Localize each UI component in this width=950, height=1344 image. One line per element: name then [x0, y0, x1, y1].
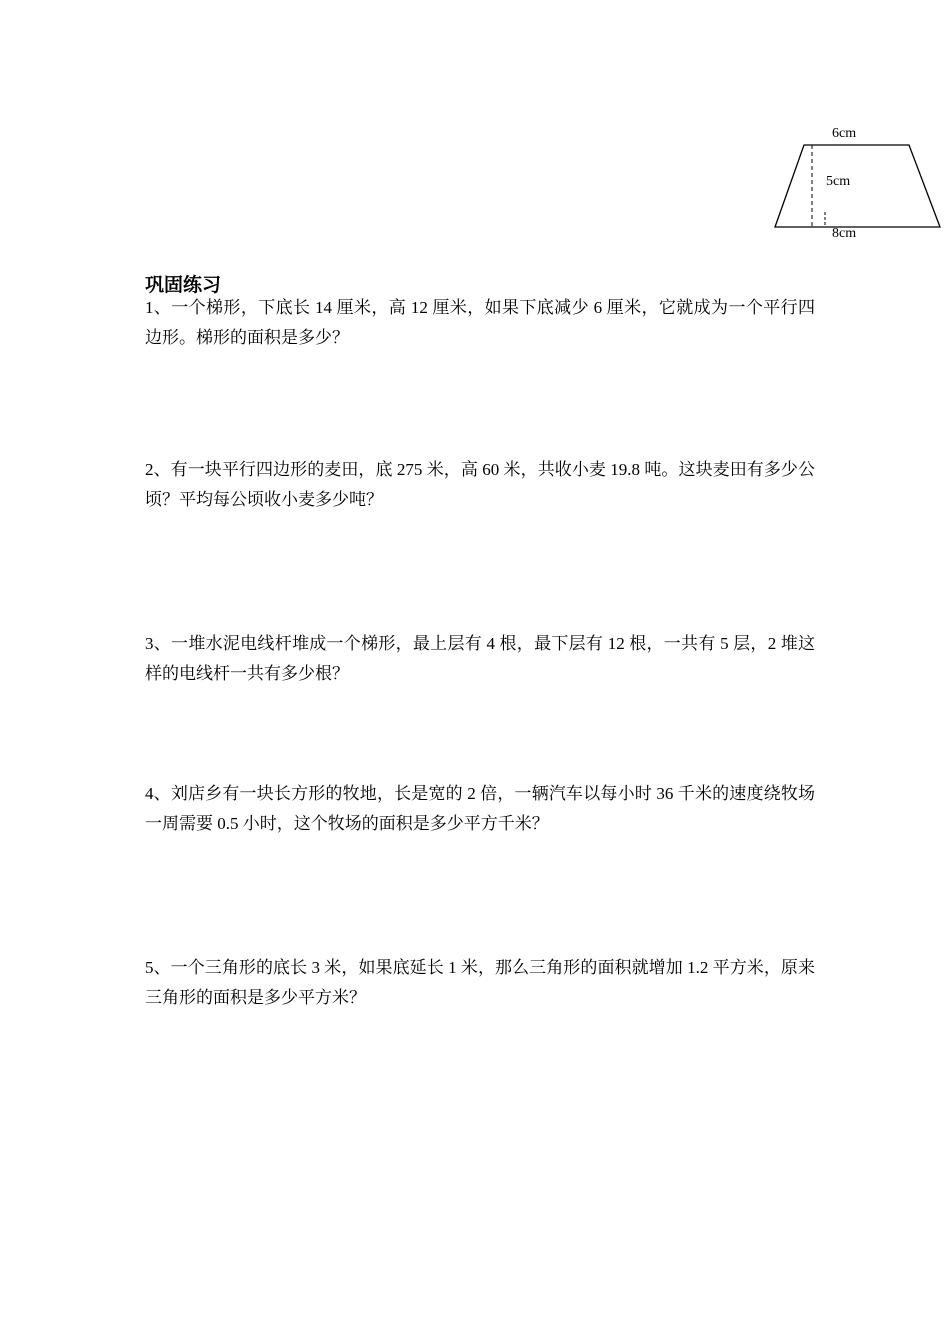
- problem-3: 3、一堆水泥电线杆堆成一个梯形，最上层有 4 根，最下层有 12 根，一共有 5 层，2 堆这样的电线杆一共有多少根？: [145, 634, 815, 683]
- trapezoid-figure: [770, 120, 945, 245]
- problem-1: 1、一个梯形，下底长 14 厘米，高 12 厘米，如果下底减少 6 厘米，它就成为一个平行四边形。梯形的面积是多少？: [145, 298, 815, 347]
- section-title: 巩固练习: [145, 274, 222, 296]
- problem-5: 5、一个三角形的底长 3 米，如果底延长 1 米，那么三角形的面积就增加 1.2 平方米，原来三角形的面积是多少平方米？: [145, 958, 815, 1007]
- trapezoid-diagram: [770, 120, 945, 245]
- bottom-base-label: 8cm: [832, 226, 857, 241]
- height-label: 5cm: [826, 174, 851, 189]
- problem-2: 2、有一块平行四边形的麦田，底 275 米，高 60 米，共收小麦 19.8 吨。这块麦田有多少公顷？平均每公顷收小麦多少吨？: [145, 460, 815, 509]
- trapezoid-shape: [775, 145, 940, 227]
- problem-4: 4、刘店乡有一块长方形的牧地，长是宽的 2 倍，一辆汽车以每小时 36 千米的速度绕牧场一周需要 0.5 小时，这个牧场的面积是多少平方千米？: [145, 784, 815, 833]
- top-base-label: 6cm: [832, 126, 857, 141]
